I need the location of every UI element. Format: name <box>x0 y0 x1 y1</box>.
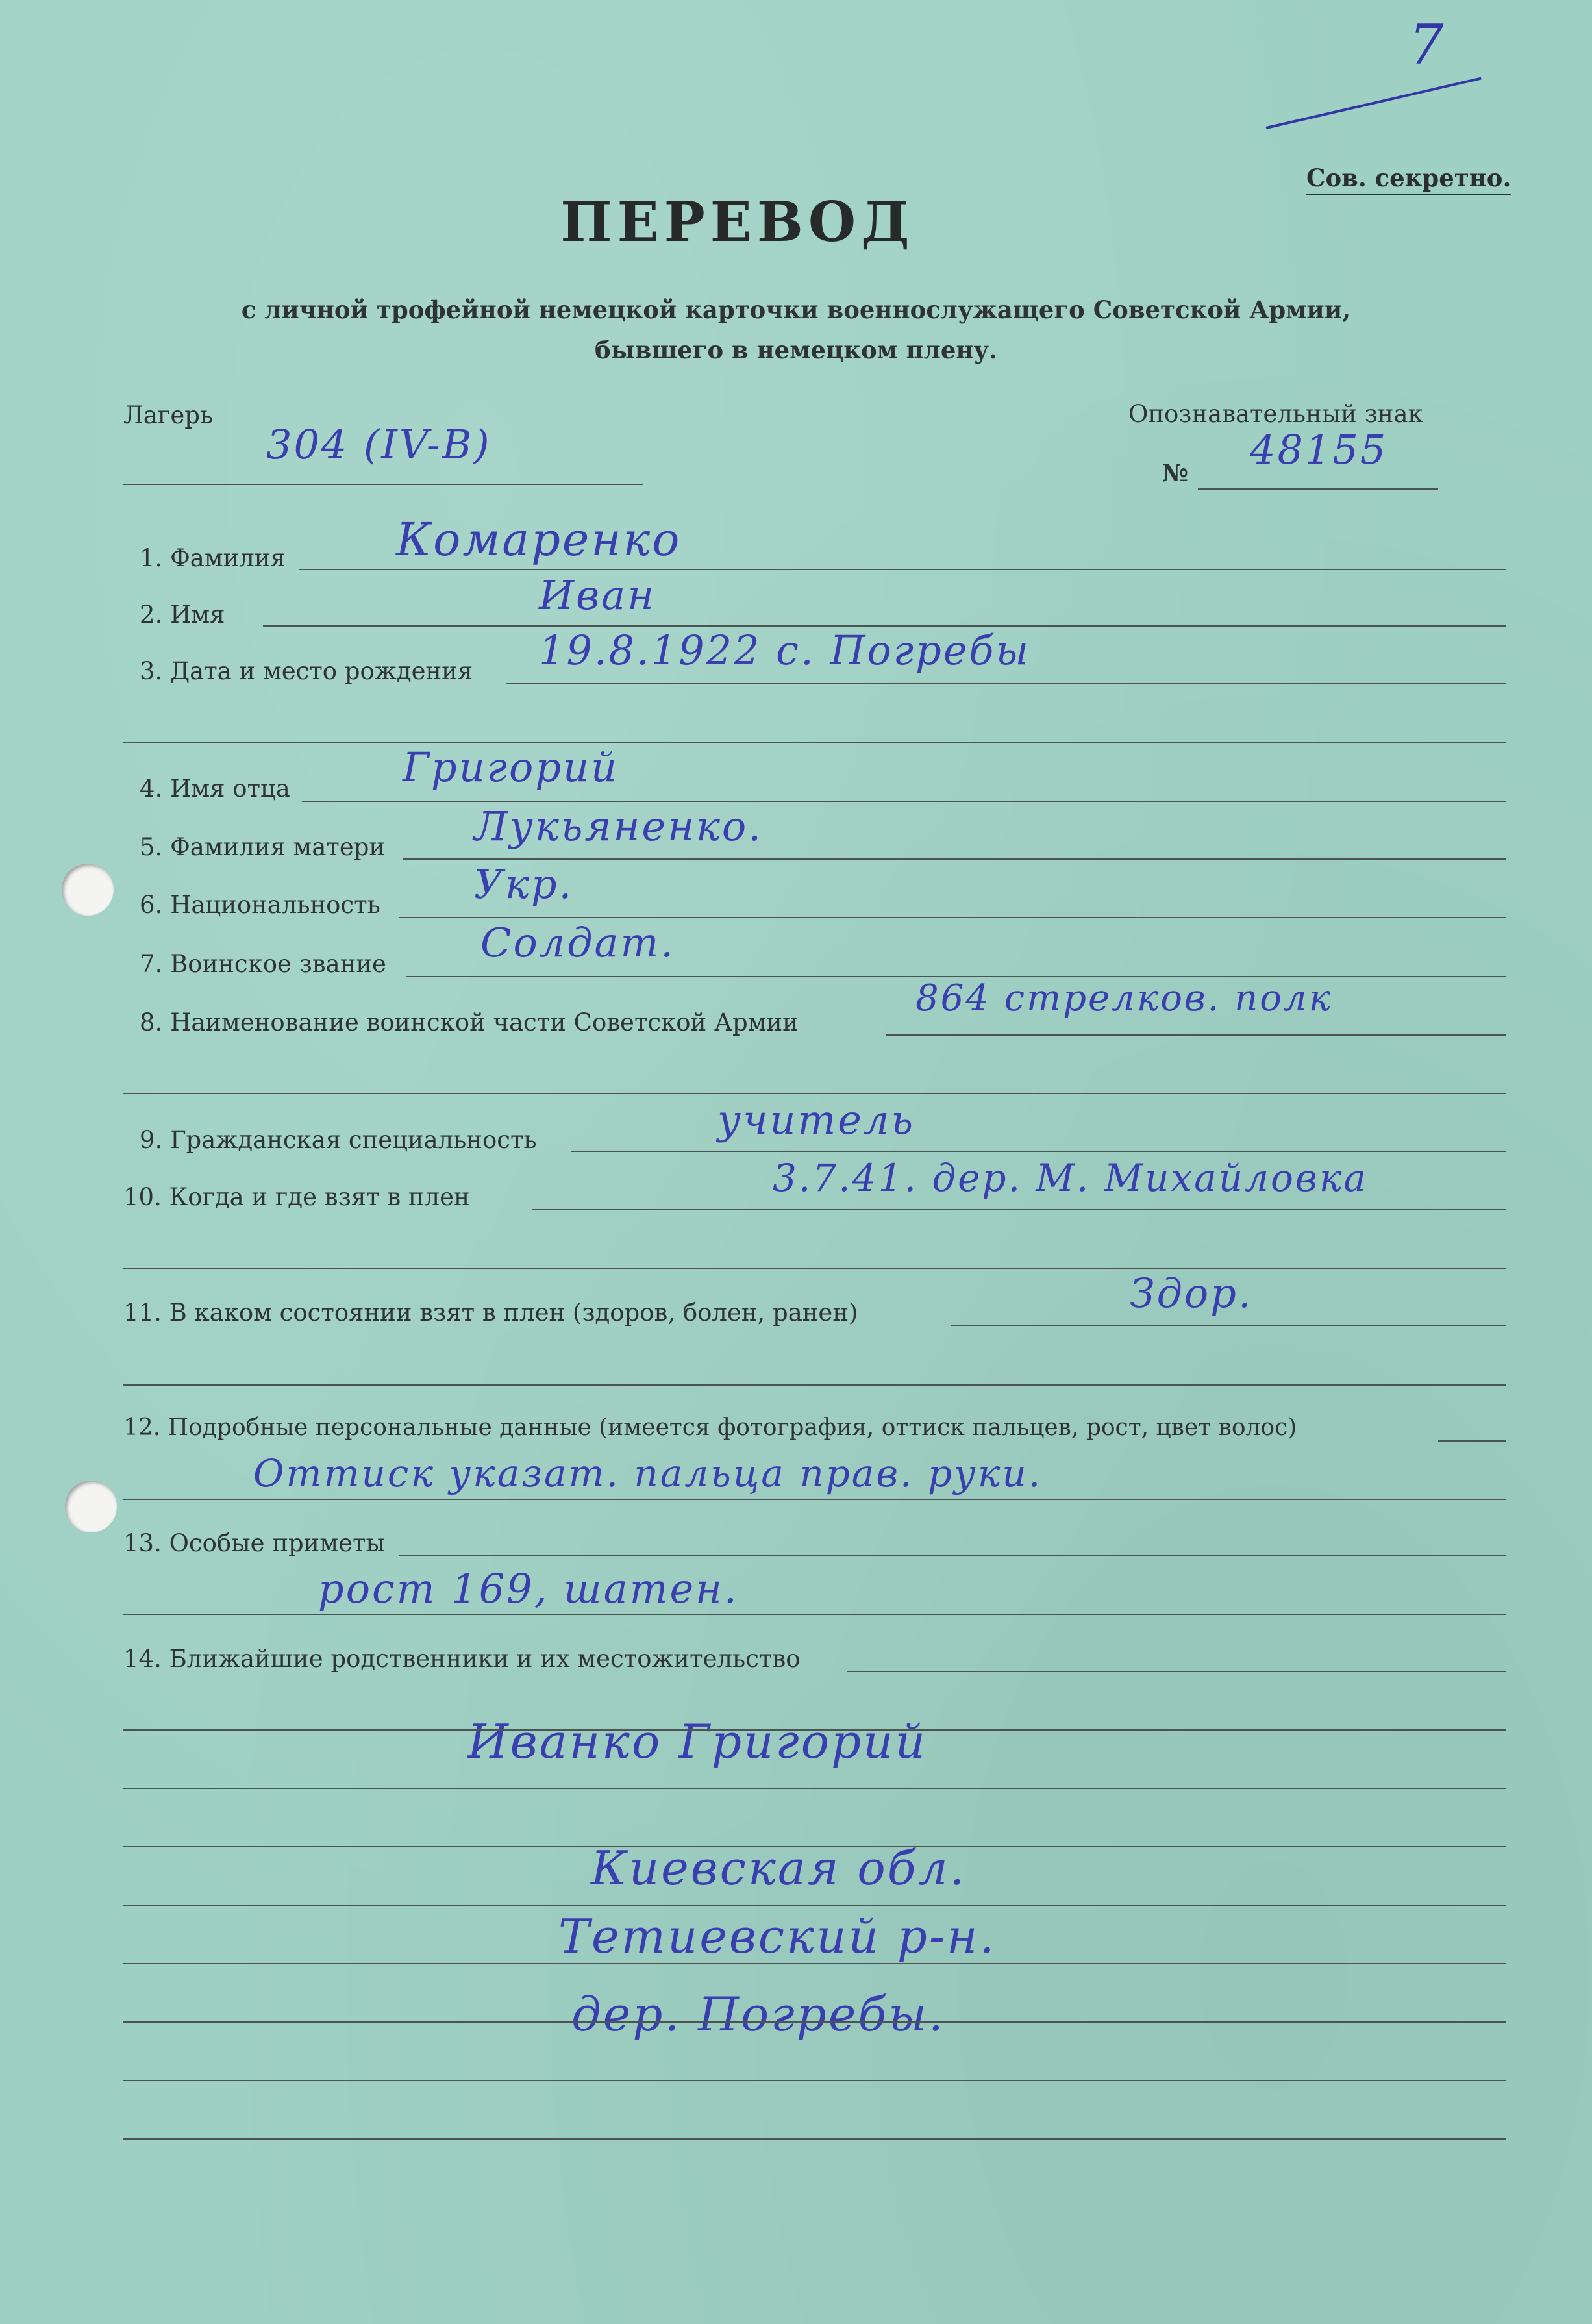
field-line-captured <box>532 1209 1506 1210</box>
field-line-father <box>302 801 1506 802</box>
field-line-relatives <box>847 1671 1506 1672</box>
field-value-nationality: Укр. <box>474 860 574 908</box>
camp-label: Лагерь <box>123 401 214 429</box>
field-value-mother: Лукьяненко. <box>474 803 763 850</box>
field-line-personal-2 <box>123 1499 1506 1500</box>
id-mark-label: Опознавательный знак <box>1128 400 1423 428</box>
page-mark: 7 <box>1409 13 1444 77</box>
field-line-captured-2 <box>123 1268 1506 1269</box>
punch-hole-top <box>62 864 114 916</box>
relatives-line-4: дер. Погребы. <box>571 1987 945 2042</box>
field-value-rank: Солдат. <box>480 919 675 966</box>
relatives-line-c <box>123 1846 1506 1847</box>
relatives-line-3: Тетиевский р-н. <box>558 1909 997 1964</box>
classification-stamp: Сов. секретно. <box>1306 164 1511 195</box>
field-label-mother: 5. Фамилия матери <box>140 833 386 861</box>
field-label-father: 4. Имя отца <box>140 775 290 803</box>
field-line-unit-2 <box>123 1093 1506 1094</box>
relatives-line-b <box>123 1788 1506 1789</box>
document-title: ПЕРЕВОД <box>560 190 915 254</box>
field-value-captured: 3.7.41. дер. М. Михайловка <box>773 1156 1368 1200</box>
field-value-condition: Здор. <box>1130 1269 1253 1317</box>
id-mark-underline <box>1198 488 1438 490</box>
field-line-birth-2 <box>123 742 1506 743</box>
field-value-marks: рост 169, шатен. <box>318 1565 739 1612</box>
field-line-surname <box>299 569 1506 570</box>
field-value-profession: учитель <box>717 1096 915 1143</box>
field-label-profession: 9. Гражданская специальность <box>140 1126 537 1154</box>
camp-underline <box>123 484 643 485</box>
field-value-birth: 19.8.1922 с. Погребы <box>539 627 1030 674</box>
field-label-condition: 11. В каком состоянии взят в плен (здоров, болен, ранен) <box>123 1299 858 1327</box>
field-value-surname: Комаренко <box>396 513 682 566</box>
field-label-nationality: 6. Национальность <box>140 891 380 919</box>
field-line-birth <box>506 683 1506 684</box>
field-line-marks-2 <box>123 1614 1506 1615</box>
field-label-captured: 10. Когда и где взят в плен <box>123 1183 470 1211</box>
subtitle-line-2: бывшего в немецком плену. <box>594 336 998 364</box>
relatives-line-2: Киевская обл. <box>591 1841 967 1895</box>
relatives-line-1: Иванко Григорий <box>467 1714 927 1769</box>
page-mark-slash <box>1266 77 1482 129</box>
field-line-unit <box>886 1034 1506 1036</box>
relatives-line-d <box>123 1905 1506 1906</box>
field-line-marks <box>399 1555 1506 1556</box>
field-label-unit: 8. Наименование воинской части Советской Армии <box>140 1008 799 1036</box>
field-line-condition <box>951 1325 1506 1326</box>
field-label-relatives: 14. Ближайшие родственники и их местожительство <box>123 1645 801 1673</box>
field-value-name: Иван <box>539 571 656 619</box>
subtitle-line-1: с личной трофейной немецкой карточки военнослужащего Советской Армии, <box>241 295 1351 324</box>
field-line-mother <box>403 858 1506 860</box>
relatives-line-h <box>123 2138 1506 2140</box>
id-mark-value: 48155 <box>1250 426 1388 473</box>
relatives-line-e <box>123 1963 1506 1964</box>
camp-value: 304 (IV-B) <box>266 421 491 468</box>
field-value-father: Григорий <box>403 743 619 791</box>
field-label-personal: 12. Подробные персональные данные (имеется фотография, оттиск пальцев, рост, цвет волос) <box>123 1414 1297 1441</box>
field-line-profession <box>571 1151 1506 1152</box>
field-value-personal: Оттиск указат. пальца прав. руки. <box>253 1451 1043 1495</box>
punch-hole-bottom <box>65 1481 117 1532</box>
field-label-name: 2. Имя <box>140 601 225 629</box>
id-mark-number-label: № <box>1162 458 1189 487</box>
relatives-line-a <box>123 1729 1506 1731</box>
field-line-personal <box>1438 1440 1506 1442</box>
relatives-line-g <box>123 2080 1506 2081</box>
field-label-birth: 3. Дата и место рождения <box>140 657 473 685</box>
field-line-nationality <box>399 917 1506 918</box>
field-label-rank: 7. Воинское звание <box>140 950 386 978</box>
field-label-surname: 1. Фамилия <box>140 544 286 572</box>
field-value-unit: 864 стрелков. полк <box>915 977 1333 1019</box>
field-label-marks: 13. Особые приметы <box>123 1529 385 1557</box>
relatives-line-f <box>123 2021 1506 2023</box>
field-line-condition-2 <box>123 1384 1506 1386</box>
